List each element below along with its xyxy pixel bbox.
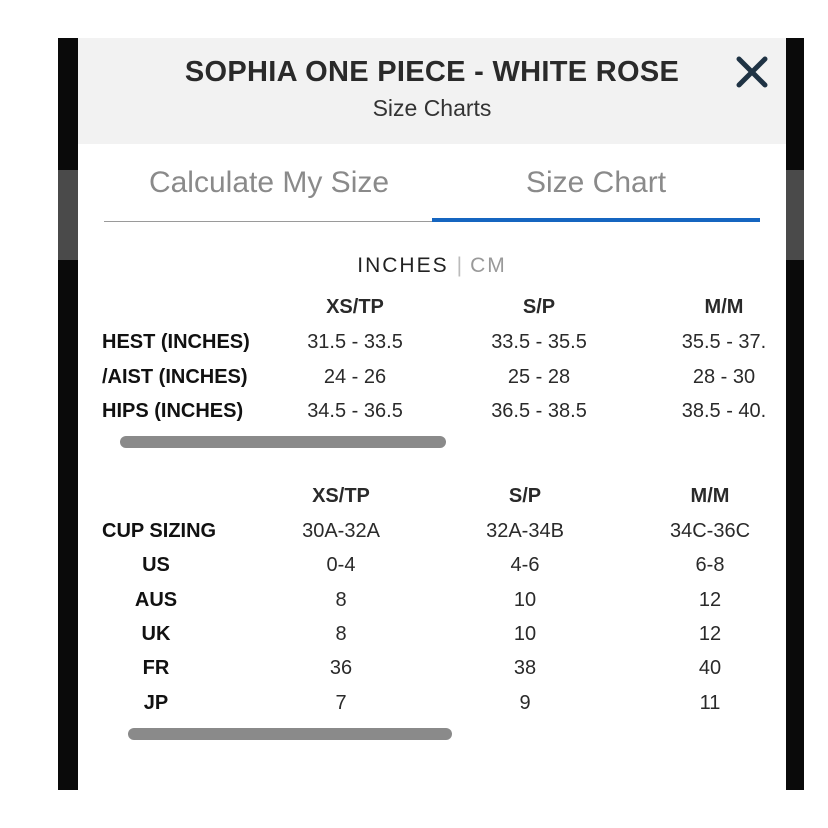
tab-calculate-my-size[interactable]: Calculate My Size xyxy=(148,166,390,199)
background-right xyxy=(786,38,804,790)
table-cell: 0-4 xyxy=(326,554,356,576)
column-header: M/M xyxy=(704,296,744,318)
table-cell: 7 xyxy=(335,692,347,714)
unit-cm-button[interactable]: CM xyxy=(470,254,507,277)
table-cell: 4-6 xyxy=(510,554,540,576)
table-cell: 38 xyxy=(513,657,537,679)
table-cell: 8 xyxy=(335,623,347,645)
row-label: CUP SIZING xyxy=(102,520,217,542)
table-cell: 11 xyxy=(699,692,721,714)
table-cell: 12 xyxy=(698,623,722,645)
row-label: UK xyxy=(141,623,171,645)
table-cell: 8 xyxy=(335,589,347,611)
column-header: M/M xyxy=(690,485,730,507)
table-cell: 35.5 - 37. xyxy=(681,331,767,353)
table-cell: 24 - 26 xyxy=(323,366,387,388)
table-cell: 9 xyxy=(519,692,531,714)
column-header: S/P xyxy=(522,296,556,318)
row-label: AUS xyxy=(134,589,178,611)
tab-divider xyxy=(104,221,432,222)
table-cell: 33.5 - 35.5 xyxy=(491,331,587,353)
row-label: /AIST (INCHES) xyxy=(102,366,248,388)
table-cell: 6-8 xyxy=(695,554,725,576)
table-cell: 40 xyxy=(698,657,722,679)
row-label: HIPS (INCHES) xyxy=(102,400,244,422)
modal-header xyxy=(78,38,786,144)
table-cell: 28 - 30 xyxy=(692,366,756,388)
table-cell: 32A-34B xyxy=(486,520,564,542)
table-cell: 34.5 - 36.5 xyxy=(307,400,403,422)
column-header: XS/TP xyxy=(326,296,384,318)
row-label: FR xyxy=(142,657,170,679)
column-header: XS/TP xyxy=(312,485,370,507)
conversions-scrollbar[interactable] xyxy=(128,728,452,740)
background-left-overlay xyxy=(58,170,78,260)
table-cell: 12 xyxy=(698,589,722,611)
background-right-overlay xyxy=(786,170,804,260)
row-label: US xyxy=(142,554,170,576)
measurements-scrollbar[interactable] xyxy=(120,436,446,448)
tab-active-indicator xyxy=(432,218,760,222)
table-cell: 30A-32A xyxy=(302,520,380,542)
table-cell: 31.5 - 33.5 xyxy=(307,331,403,353)
row-label: HEST (INCHES) xyxy=(102,331,250,353)
table-cell: 10 xyxy=(513,589,537,611)
close-icon xyxy=(732,52,772,92)
size-chart-modal xyxy=(78,38,786,790)
table-cell: 36 xyxy=(329,657,353,679)
table-cell: 25 - 28 xyxy=(507,366,571,388)
unit-toggle xyxy=(78,254,786,278)
table-cell: 10 xyxy=(513,623,537,645)
column-header: S/P xyxy=(508,485,542,507)
row-label: JP xyxy=(143,692,169,714)
close-button[interactable] xyxy=(732,52,772,92)
unit-separator: | xyxy=(456,254,463,277)
product-title: SOPHIA ONE PIECE - WHITE ROSE xyxy=(184,56,680,88)
table-cell: 38.5 - 40. xyxy=(681,400,767,422)
unit-inches-button[interactable]: INCHES xyxy=(357,254,449,277)
table-cell: 34C-36C xyxy=(669,520,751,542)
background-left xyxy=(58,38,78,790)
table-cell: 36.5 - 38.5 xyxy=(491,400,587,422)
tab-size-chart[interactable]: Size Chart xyxy=(525,166,667,199)
modal-subtitle: Size Charts xyxy=(372,95,492,121)
